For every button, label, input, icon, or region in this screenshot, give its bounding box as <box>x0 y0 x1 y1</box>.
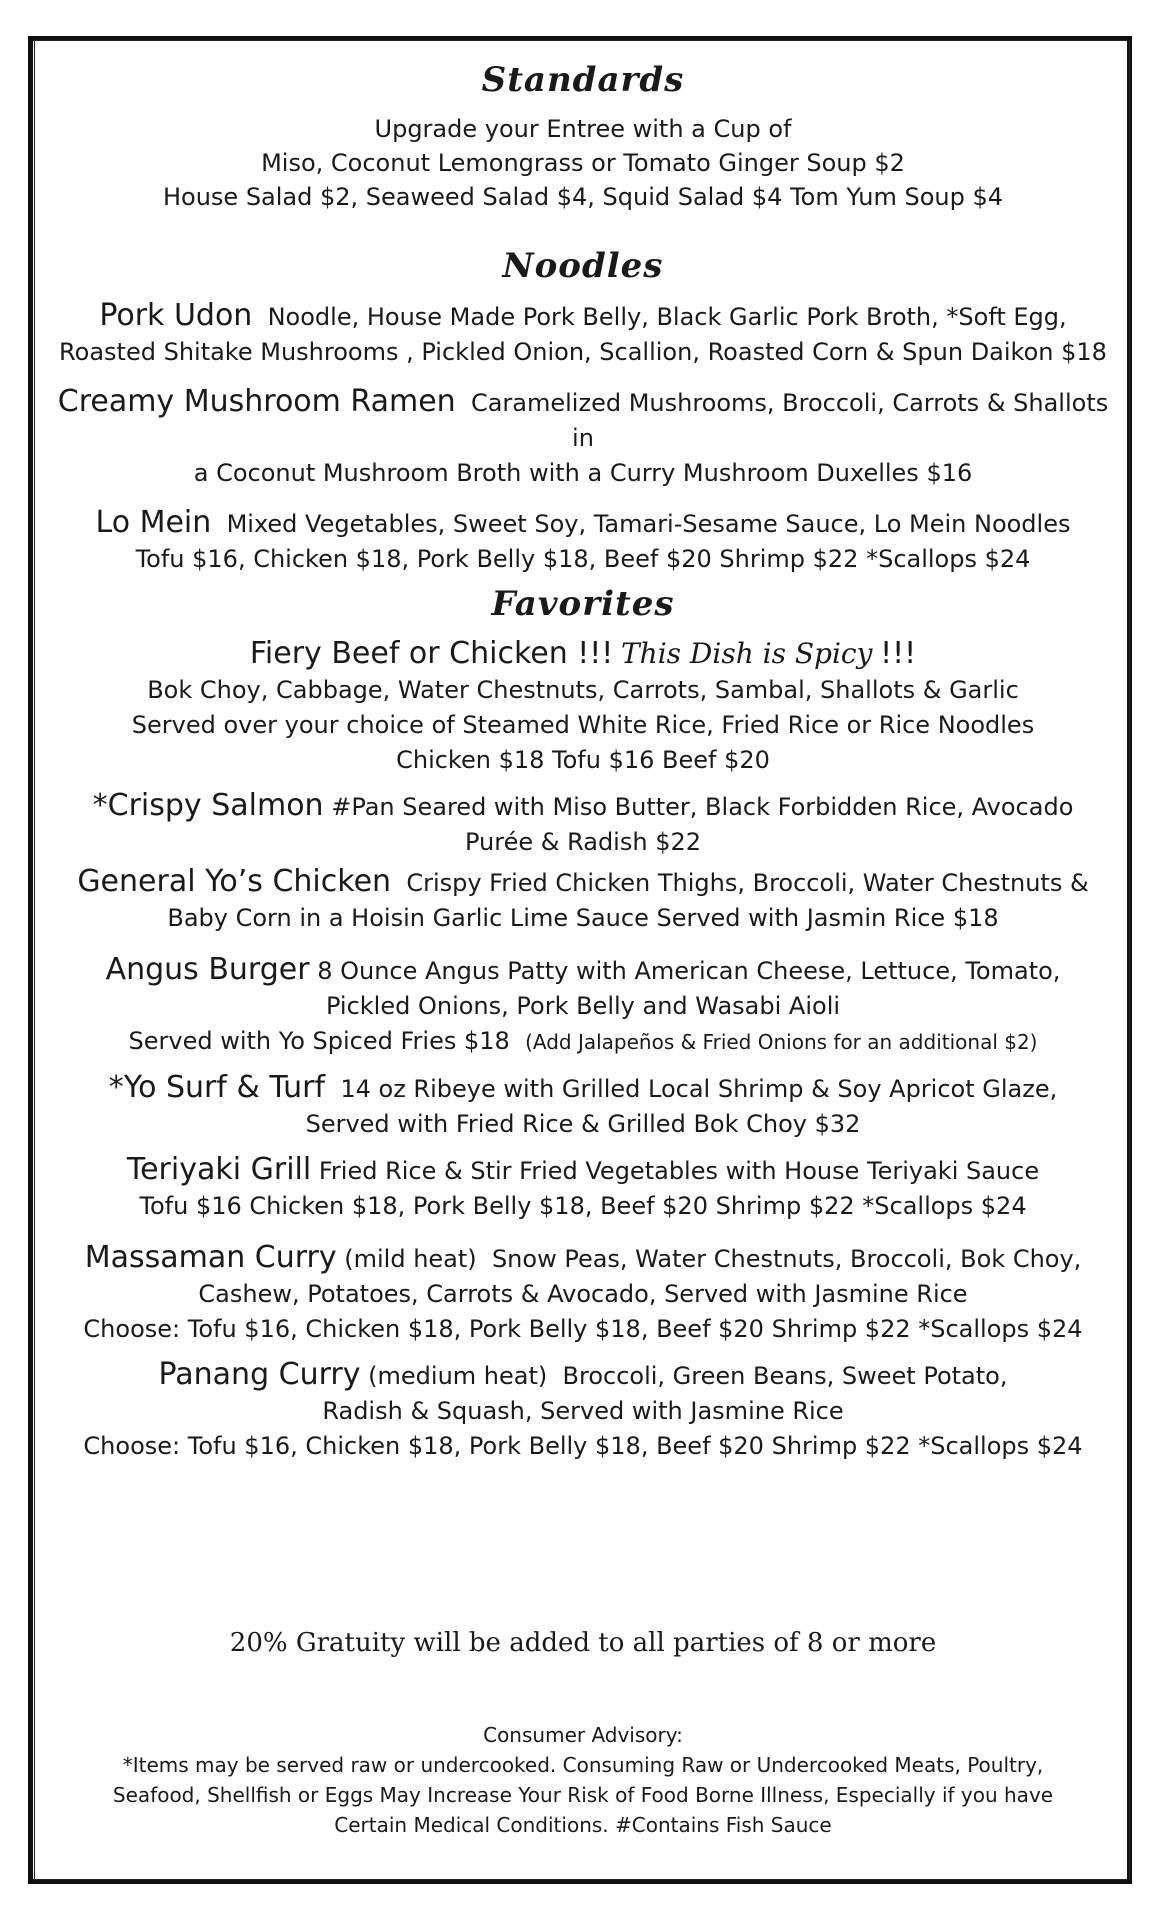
menu-item-panang-curry <box>50 1357 1116 1464</box>
menu-item-angus-burger <box>50 952 1116 1060</box>
item-desc-line: Baby Corn in a Hoisin Garlic Lime Sauce Served with Jasmin Rice $18 <box>167 904 999 932</box>
item-desc: 14 oz Ribeye with Grilled Local Shrimp & Soy Apricot Glaze, <box>340 1075 1058 1103</box>
menu-item-surf-turf <box>50 1070 1116 1142</box>
advisory-line: Seafood, Shellfish or Eggs May Increase Your Risk of Food Borne Illness, Especially if you have <box>112 1783 1054 1807</box>
item-heat: (mild heat) <box>344 1245 477 1273</box>
item-desc-line: Purée & Radish $22 <box>464 828 701 856</box>
standards-section <box>40 60 1126 214</box>
favorites-section <box>40 584 1126 1464</box>
menu-item-creamy-mushroom-ramen <box>50 384 1116 491</box>
menu-item-lo-mein <box>50 505 1116 577</box>
advisory-line: Certain Medical Conditions. #Contains Fish Sauce <box>334 1813 832 1837</box>
item-name: Teriyaki Grill <box>126 1152 312 1187</box>
consumer-advisory <box>40 1720 1126 1840</box>
item-desc: Fried Rice & Stir Fried Vegetables with House Teriyaki Sauce <box>318 1157 1040 1185</box>
item-name: Creamy Mushroom Ramen <box>57 384 456 419</box>
item-desc-line: Roasted Shitake Mushrooms , Pickled Onion, Scallion, Roasted Corn & Spun Daikon $18 <box>59 338 1107 366</box>
item-name: Lo Mein <box>95 505 212 540</box>
item-desc: Mixed Vegetables, Sweet Soy, Tamari-Sesame Sauce, Lo Mein Noodles <box>226 510 1071 538</box>
item-desc: Caramelized Mushrooms, Broccoli, Carrots & Shallots in <box>470 389 1109 452</box>
standards-line: Upgrade your Entree with a Cup of <box>374 115 792 143</box>
item-desc-line: Choose: Tofu $16, Chicken $18, Pork Belly $18, Beef $20 Shrimp $22 *Scallops $24 <box>83 1432 1083 1460</box>
menu-item-general-yos-chicken <box>50 864 1116 936</box>
spicy-note: This Dish is Spicy <box>620 637 873 670</box>
noodles-title: Noodles <box>502 246 664 286</box>
item-desc-line: Served with Fried Rice & Grilled Bok Choy $32 <box>305 1110 861 1138</box>
item-name: Massaman Curry <box>84 1240 337 1275</box>
item-heat: (medium heat) <box>368 1362 548 1390</box>
item-name: *Crispy Salmon <box>92 788 324 823</box>
item-name: *Yo Surf & Turf <box>108 1070 326 1105</box>
item-desc-line: a Coconut Mushroom Broth with a Curry Mushroom Duxelles $16 <box>193 459 973 487</box>
advisory-title: Consumer Advisory: <box>483 1723 683 1747</box>
menu-item-pork-udon <box>50 298 1116 370</box>
noodles-section <box>40 246 1126 577</box>
advisory-line: *Items may be served raw or undercooked. Consuming Raw or Undercooked Meats, Poultry, <box>122 1753 1044 1777</box>
item-desc-line: Served over your choice of Steamed White Rice, Fried Rice or Rice Noodles <box>131 711 1035 739</box>
item-name: Angus Burger <box>105 952 310 987</box>
item-desc: #Pan Seared with Miso Butter, Black Forbidden Rice, Avocado <box>331 793 1074 821</box>
spicy-exclaim: !!! <box>880 636 917 671</box>
item-desc-line: Chicken $18 Tofu $16 Beef $20 <box>396 746 770 774</box>
item-desc-line: Tofu $16 Chicken $18, Pork Belly $18, Beef $20 Shrimp $22 *Scallops $24 <box>139 1192 1027 1220</box>
item-desc: Broccoli, Green Beans, Sweet Potato, <box>562 1362 1008 1390</box>
item-addon-note: (Add Jalapeños & Fried Onions for an additional $2) <box>525 1030 1038 1054</box>
item-name: Panang Curry <box>158 1357 361 1392</box>
item-name: General Yo’s Chicken <box>77 864 392 899</box>
item-name: Pork Udon <box>99 298 253 333</box>
item-desc: Noodle, House Made Pork Belly, Black Garlic Pork Broth, *Soft Egg, <box>267 303 1067 331</box>
standards-line: Miso, Coconut Lemongrass or Tomato Ginger Soup $2 <box>261 149 905 177</box>
item-desc: Snow Peas, Water Chestnuts, Broccoli, Bok Choy, <box>491 1245 1082 1273</box>
menu-item-massaman-curry <box>50 1240 1116 1347</box>
menu-item-fiery-beef-chicken <box>50 636 1116 778</box>
menu-item-teriyaki-grill <box>50 1152 1116 1224</box>
item-name: Fiery Beef or Chicken !!! <box>249 636 614 671</box>
item-desc-line: Bok Choy, Cabbage, Water Chestnuts, Carrots, Sambal, Shallots & Garlic <box>147 676 1019 704</box>
item-desc: 8 Ounce Angus Patty with American Cheese, Lettuce, Tomato, <box>317 957 1061 985</box>
item-desc-line: Radish & Squash, Served with Jasmine Rice <box>322 1397 844 1425</box>
gratuity-note: 20% Gratuity will be added to all parties of 8 or more <box>229 1628 937 1658</box>
item-desc-line: Pickled Onions, Pork Belly and Wasabi Aioli <box>325 992 841 1020</box>
standards-title: Standards <box>481 60 685 100</box>
menu-item-crispy-salmon <box>50 788 1116 860</box>
item-desc: Crispy Fried Chicken Thighs, Broccoli, Water Chestnuts & <box>406 869 1089 897</box>
item-desc-line: Choose: Tofu $16, Chicken $18, Pork Belly $18, Beef $20 Shrimp $22 *Scallops $24 <box>83 1315 1083 1343</box>
item-desc-line: Served with Yo Spiced Fries $18 <box>128 1027 510 1055</box>
standards-line: House Salad $2, Seaweed Salad $4, Squid Salad $4 Tom Yum Soup $4 <box>162 183 1003 211</box>
item-desc-line: Tofu $16, Chicken $18, Pork Belly $18, Beef $20 Shrimp $22 *Scallops $24 <box>135 545 1031 573</box>
item-desc-line: Cashew, Potatoes, Carrots & Avocado, Served with Jasmine Rice <box>198 1280 968 1308</box>
favorites-title: Favorites <box>491 584 675 624</box>
